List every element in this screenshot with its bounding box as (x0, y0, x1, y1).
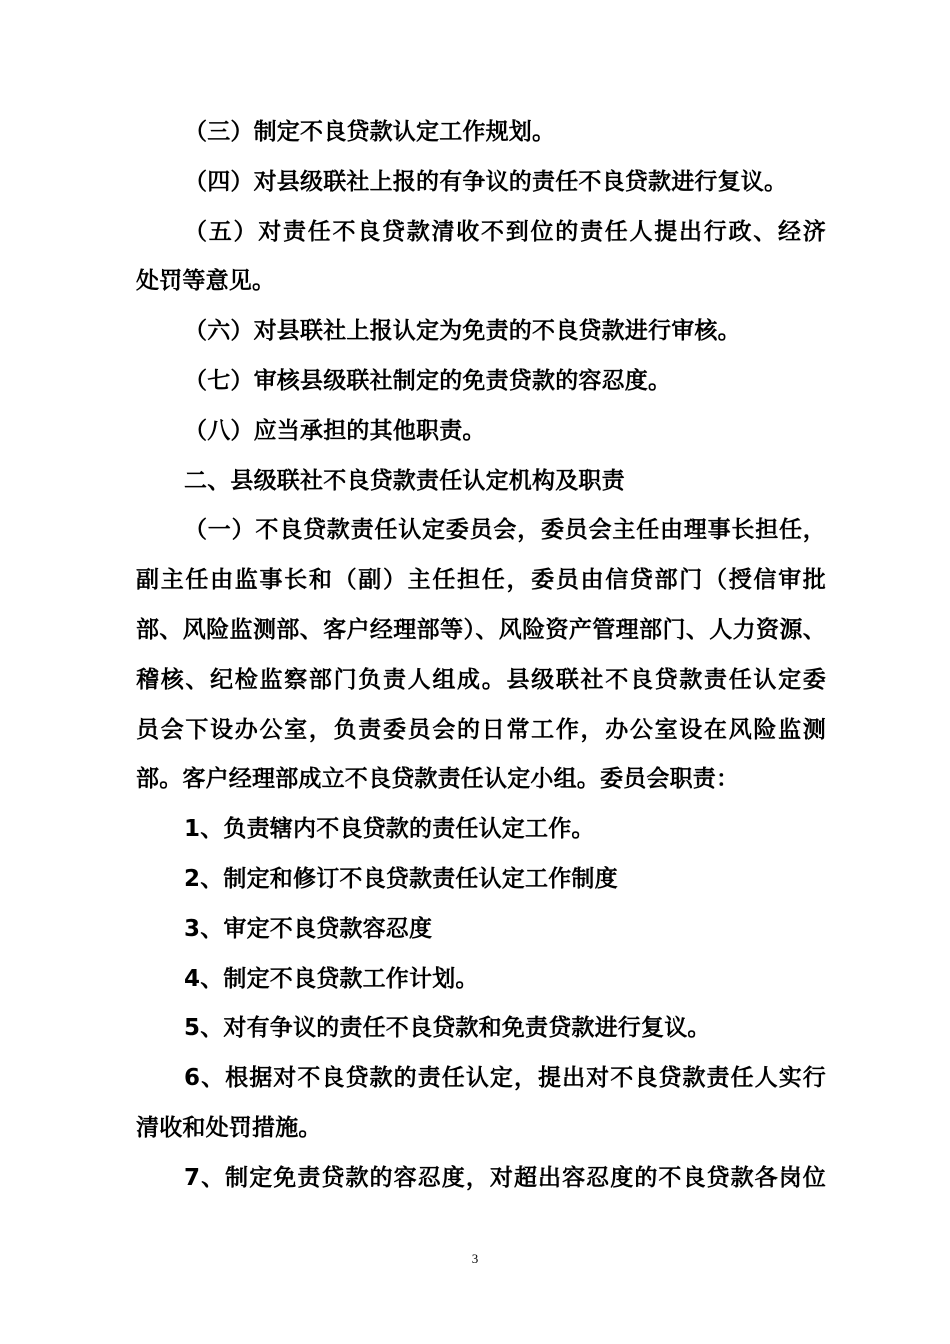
paragraph-line: （五）对责任不良贷款清收不到位的责任人提出行政、经济 (184, 218, 826, 245)
body-text (136, 108, 826, 1204)
paragraph-line: 员会下设办公室，负责委员会的日常工作，办公室设在风险监测 (136, 716, 826, 743)
paragraph-line: 副主任由监事长和（副）主任担任，委员由信贷部门（授信审批 (136, 567, 826, 594)
list-item: 5、对有争议的责任不良贷款和免责贷款进行复议。 (184, 1015, 711, 1042)
list-item-continuation: 清收和处罚措施。 (136, 1114, 322, 1141)
paragraph-line: （七）审核县级联社制定的免责贷款的容忍度。 (184, 367, 672, 394)
paragraph-line: （六）对县联社上报认定为免责的不良贷款进行审核。 (184, 318, 741, 345)
list-item: 6、根据对不良贷款的责任认定，提出对不良贷款责任人实行 (184, 1065, 826, 1092)
page-number: 3 (471, 1251, 479, 1266)
list-item: 2、制定和修订不良贷款责任认定工作制度 (184, 865, 618, 892)
paragraph-line: （一）不良贷款责任认定委员会，委员会主任由理事长担任， (184, 517, 826, 544)
list-item: 7、制定免责贷款的容忍度，对超出容忍度的不良贷款各岗位 (184, 1164, 826, 1191)
paragraph-line: 部。客户经理部成立不良贷款责任认定小组。委员会职责： (136, 766, 740, 793)
paragraph-line: 部、风险监测部、客户经理部等）、风险资产管理部门、人力资源、 (136, 616, 826, 643)
list-item: 4、制定不良贷款工作计划。 (184, 965, 479, 992)
paragraph-line: （八）应当承担的其他职责。 (184, 417, 486, 444)
paragraph-line: （三）制定不良贷款认定工作规划。 (184, 119, 556, 145)
section-heading: 二、县级联社不良贷款责任认定机构及职责 (184, 467, 625, 494)
paragraph-line: 处罚等意见。 (136, 268, 276, 295)
list-item: 1、负责辖内不良贷款的责任认定工作。 (184, 816, 595, 843)
paragraph-line: 稽核、纪检监察部门负责人组成。县级联社不良贷款责任认定委 (136, 666, 826, 693)
paragraph-line: （四）对县级联社上报的有争议的责任不良贷款进行复议。 (184, 168, 788, 195)
list-item: 3、审定不良贷款容忍度 (184, 915, 433, 942)
